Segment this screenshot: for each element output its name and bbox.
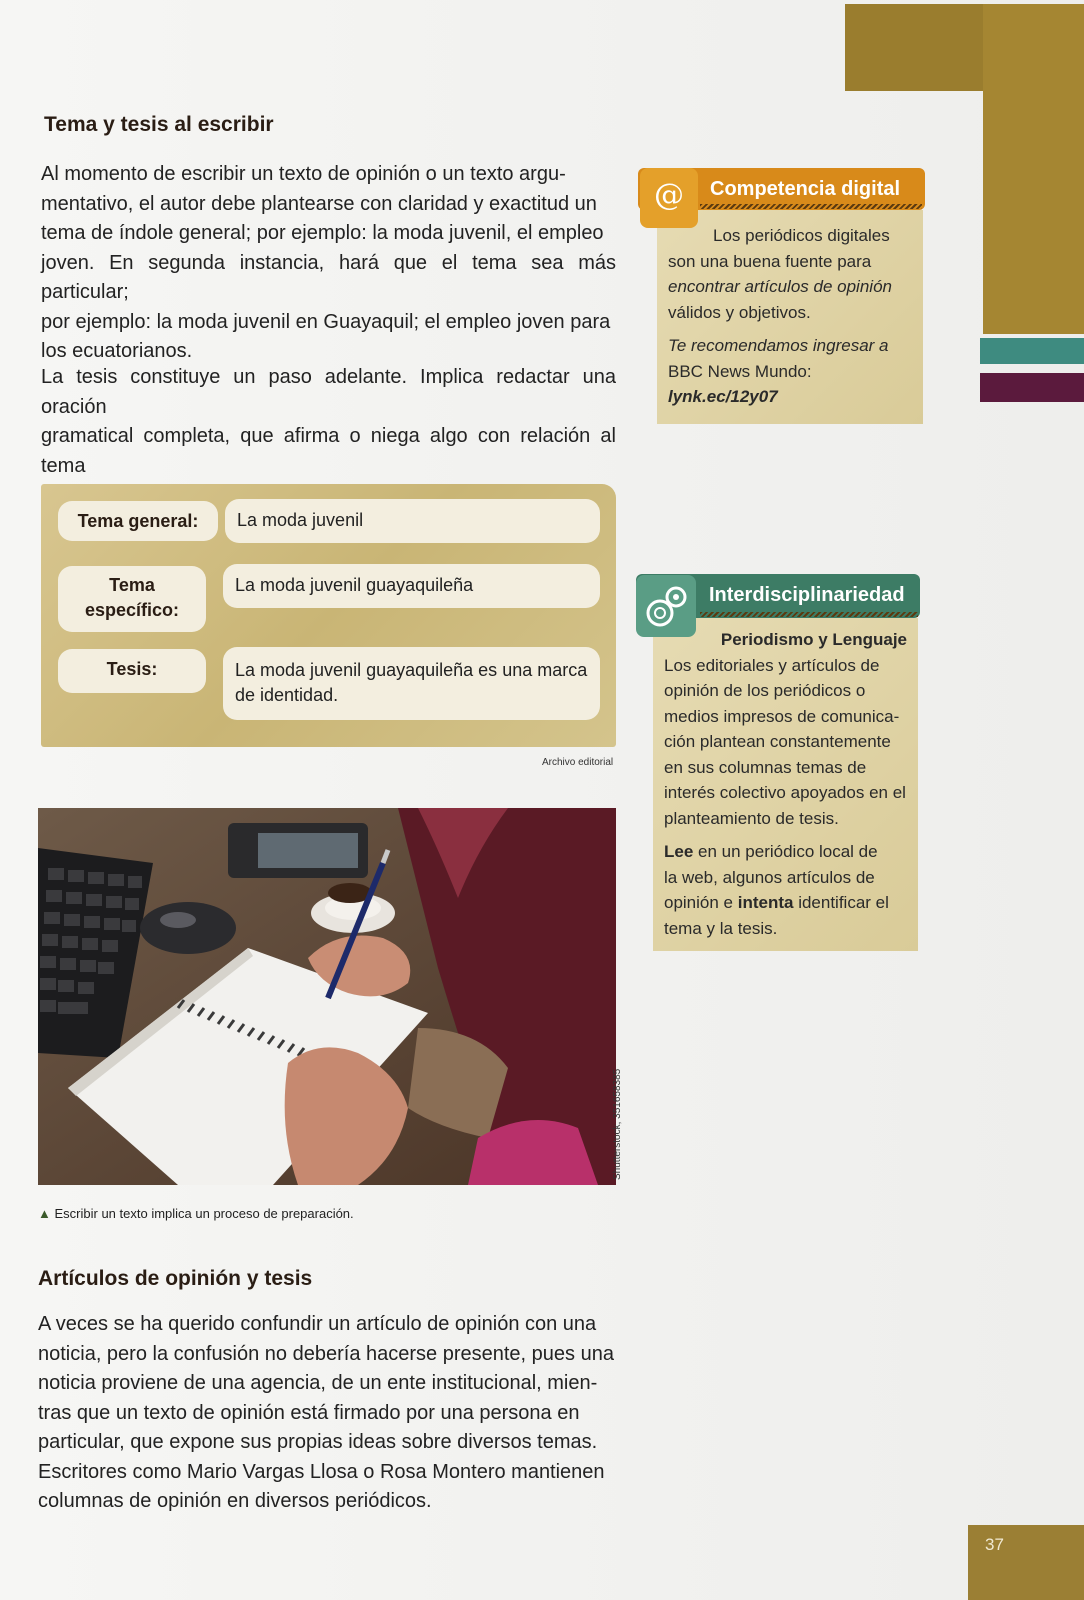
triangle-marker-icon: ▲ — [38, 1206, 51, 1221]
text-line: por ejemplo: la moda juvenil en Guayaquil; el empleo joven para — [41, 310, 611, 333]
text-line: joven. En segunda instancia, hará que el tema sea más particular; — [41, 251, 616, 303]
photo-credit: Shutterstock, 351658385 — [612, 1068, 623, 1180]
hatch-divider — [700, 612, 918, 617]
competencia-text: Los periódicos digitales son una buena fuente para encontrar artículos de opinión válidos y objetivos. Te recomendamos ingresar a BBC News Mundo: lynk.ec/12y07 — [668, 223, 923, 410]
photo-caption — [38, 1206, 354, 1221]
text-line: tema de índole general; por ejemplo: la moda juvenil, el empleo — [41, 222, 604, 244]
section-heading-tema-tesis: Tema y tesis al escribir — [44, 113, 274, 136]
table-credit: Archivo editorial — [542, 757, 614, 768]
paragraph-articulos — [38, 1310, 616, 1517]
table-value-tema-especifico: La moda juvenil guayaquileña — [235, 575, 474, 595]
interdisciplinariedad-subtitle: Periodismo y Lenguaje — [720, 630, 907, 649]
text-line: los ecuatorianos. — [41, 340, 193, 362]
page-number: 37 — [985, 1535, 1004, 1554]
decorative-teal-bar — [980, 338, 1084, 364]
paragraph-tema — [41, 160, 616, 367]
text-line: columnas de opinión en diversos periódicos. — [38, 1490, 432, 1512]
caption-text: Escribir un texto implica un proceso de preparación. — [54, 1206, 354, 1221]
interdisciplinariedad-text: Periodismo y Lenguaje Los editoriales y artículos de opinión de los periódicos o medios impresos de comunica- ción plantean constantemente en sus columnas temas de interés colectivo apoyados en el planteamiento de tesis. Lee en un periódico local de la web, algunos artículos de opinión e intenta identificar el tema y la tesis. — [664, 627, 919, 941]
text-line: particular, que expone sus propias ideas sobre diversos temas. — [38, 1431, 598, 1453]
table-label-tesis: Tesis: — [106, 659, 158, 679]
text-line: tras que un texto de opinión está firmado por una persona en — [38, 1401, 580, 1424]
text-line: Al momento de escribir un texto de opinión o un texto argu- — [41, 163, 566, 185]
competencia-digital-title: Competencia digital — [710, 178, 901, 200]
decorative-gold-bar-vertical — [983, 4, 1084, 334]
photo-illustration — [38, 808, 616, 1185]
section-heading-articulos: Artículos de opinión y tesis — [38, 1267, 313, 1290]
table-label-tema-general: Tema general: — [77, 511, 199, 531]
tema-tesis-table — [41, 484, 616, 747]
text-line: Escritores como Mario Vargas Llosa o Rosa Montero mantienen — [38, 1460, 605, 1483]
decorative-purple-bar — [980, 373, 1084, 402]
at-icon: @ — [640, 168, 698, 228]
photo-writing-notebook — [38, 808, 616, 1185]
interdisciplinariedad-title: Interdisciplinariedad — [709, 584, 905, 606]
table-value-tesis: La moda juvenil guayaquileña es una marca de identidad. — [235, 660, 588, 705]
text-line: gramatical completa, que afirma o niega algo con relación al tema — [41, 425, 616, 477]
link-lynk[interactable]: lynk.ec/12y07 — [668, 387, 778, 406]
text-line: noticia, pero la confusión no debería hacerse presente, pues una — [38, 1342, 614, 1365]
text-line: A veces se ha querido confundir un artículo de opinión con una — [38, 1313, 597, 1335]
text-line: La tesis constituye un paso adelante. Implica redactar una oración — [41, 366, 616, 418]
table-value-tema-general: La moda juvenil — [237, 510, 364, 530]
text-line: noticia proviene de una agencia, de un ente institucional, mien- — [38, 1372, 598, 1394]
hatch-divider — [700, 204, 922, 209]
table-label-tema-especifico: Tema específico: — [84, 575, 180, 620]
mouse-graphic — [140, 902, 236, 954]
text-line: mentativo, el autor debe plantearse con claridad y exactitud un — [41, 192, 597, 215]
